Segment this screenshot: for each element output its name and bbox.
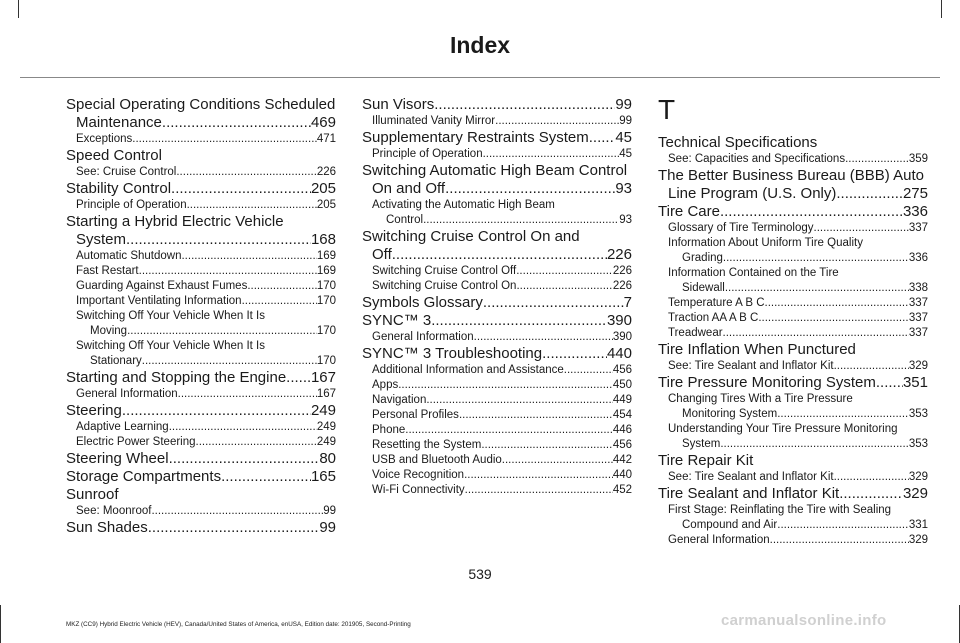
dot-leader (483, 294, 624, 312)
entry-text: Starting and Stopping the Engine (66, 369, 287, 386)
dot-leader (148, 519, 320, 537)
entry-text: Special Operating Conditions Scheduled (66, 96, 336, 113)
page-ref: 440 (606, 345, 632, 362)
index-subentry (362, 114, 632, 129)
dot-leader (720, 437, 908, 452)
index-subentry (362, 264, 632, 279)
dot-leader (176, 165, 316, 180)
dot-leader (132, 132, 317, 147)
index-entry (362, 345, 632, 363)
page-ref: 337 (908, 312, 928, 324)
entry-text: See: Cruise Control (76, 166, 177, 178)
entry-text: The Better Business Bureau (BBB) Auto (658, 167, 924, 184)
entry-text: Symbols Glossary (362, 294, 483, 311)
dot-leader (834, 470, 909, 485)
page-ref: 93 (619, 214, 632, 226)
section-letter: T (658, 94, 676, 125)
dot-leader (423, 213, 619, 228)
page-ref: 249 (310, 402, 336, 419)
index-subentry (66, 354, 336, 369)
entry-text: Phone (372, 424, 406, 436)
dot-leader (126, 231, 311, 249)
entry-text: Switching Cruise Control On (372, 280, 517, 292)
entry-text: General Information (76, 388, 178, 400)
dot-leader (483, 147, 620, 162)
index-subentry (66, 294, 336, 309)
entry-text: Steering Wheel (66, 450, 169, 467)
index-subentry (362, 453, 632, 468)
index-entry (66, 369, 336, 387)
page-ref: 93 (615, 180, 632, 197)
index-entry (66, 468, 336, 486)
dot-leader (247, 279, 316, 294)
entry-text: Information Contained on the Tire (668, 267, 839, 279)
page-ref: 7 (623, 294, 632, 311)
page-ref: 170 (316, 295, 336, 307)
page-ref: 337 (908, 222, 928, 234)
page-ref: 449 (612, 394, 632, 406)
index-subentry (658, 533, 928, 548)
page-ref: 226 (606, 246, 632, 263)
dot-leader (127, 324, 317, 339)
index-subentry (362, 468, 632, 483)
dot-leader (876, 374, 903, 392)
entry-text: Maintenance (76, 114, 162, 131)
entry-text: Tire Sealant and Inflator Kit (658, 485, 840, 502)
dot-leader (839, 485, 903, 503)
dot-leader (405, 423, 613, 438)
dot-leader (139, 264, 317, 279)
dot-leader (845, 152, 909, 167)
dot-leader (564, 363, 613, 378)
footer-text: MKZ (CC9) Hybrid Electric Vehicle (HEV), Canada/United States of America, enUSA, Edition date: 201905, Second-Printing (66, 621, 411, 628)
entry-text: Resetting the System (372, 439, 482, 451)
index-entry (362, 294, 632, 312)
index-entry (66, 231, 336, 249)
page-ref: 99 (323, 505, 336, 517)
entry-text: Sun Shades (66, 519, 148, 536)
index-entry (66, 180, 336, 198)
index-subentry (66, 435, 336, 450)
entry-text: Temperature A B C (668, 297, 765, 309)
entry-text: Compound and Air (682, 519, 778, 531)
page-ref: 45 (619, 148, 632, 160)
entry-text: Navigation (372, 394, 427, 406)
page-ref: 450 (612, 379, 632, 391)
dot-leader (181, 249, 316, 264)
index-subentry (658, 392, 928, 407)
index-subentry (66, 132, 336, 147)
entry-text: Starting a Hybrid Electric Vehicle (66, 213, 284, 230)
page-ref: 226 (612, 265, 632, 277)
index-entry (66, 519, 336, 537)
entry-text: Voice Recognition (372, 469, 465, 481)
index-subentry (362, 438, 632, 453)
index-subentry (66, 339, 336, 354)
index-subentry (658, 296, 928, 311)
index-entry (658, 452, 928, 470)
dot-leader (765, 296, 909, 311)
index-subentry (362, 378, 632, 393)
entry-text: Principle of Operation (372, 148, 483, 160)
dot-leader (814, 221, 909, 236)
page-ref: 329 (908, 471, 928, 483)
dot-leader (171, 180, 311, 198)
page-ref: 168 (310, 231, 336, 248)
dot-leader (122, 402, 311, 420)
index-subentry (658, 503, 928, 518)
page-ref: 446 (612, 424, 632, 436)
page-title: Index (449, 32, 511, 58)
entry-text: Sun Visors (362, 96, 435, 113)
entry-text: Exceptions (76, 133, 133, 145)
page-ref: 329 (908, 534, 928, 546)
index-subentry (658, 326, 928, 341)
page-number: 539 (468, 566, 492, 582)
entry-text: Moving (90, 325, 128, 337)
dot-leader (589, 129, 616, 147)
page-ref: 452 (612, 484, 632, 496)
entry-text: Wi-Fi Connectivity (372, 484, 465, 496)
index-subentry (362, 363, 632, 378)
entry-text: See: Tire Sealant and Inflator Kit (668, 360, 834, 372)
page-ref: 337 (908, 297, 928, 309)
entry-text: Treadwear (668, 327, 723, 339)
entry-text: Off (372, 246, 392, 263)
page-ref: 99 (615, 96, 632, 113)
page-ref: 169 (316, 265, 336, 277)
page-ref: 45 (615, 129, 632, 146)
page-ref: 469 (310, 114, 336, 131)
dot-leader (459, 408, 613, 423)
page-ref: 99 (619, 115, 632, 127)
page-ref: 249 (316, 421, 336, 433)
entry-text: Illuminated Vanity Mirror (372, 115, 496, 127)
entry-text: SYNC™ 3 Troubleshooting (362, 345, 543, 362)
dot-leader (162, 114, 311, 132)
entry-text: Personal Profiles (372, 409, 459, 421)
entry-text: Glossary of Tire Terminology (668, 222, 814, 234)
index-subentry (658, 281, 928, 296)
index-entry (362, 228, 632, 246)
watermark: carmanualsonline.info (721, 612, 887, 629)
page-ref: 205 (316, 199, 336, 211)
index-entry (362, 180, 632, 198)
index-entry (658, 134, 928, 152)
index-subentry (66, 420, 336, 435)
entry-text: Switching Off Your Vehicle When It Is (76, 340, 266, 352)
dot-leader (426, 393, 612, 408)
dot-leader (723, 251, 909, 266)
page-ref: 456 (612, 439, 632, 451)
index-subentry (362, 330, 632, 345)
index-entry (658, 485, 928, 503)
page-ref: 338 (908, 282, 928, 294)
dot-leader (196, 435, 317, 450)
index-subentry (658, 518, 928, 533)
entry-text: Tire Care (658, 203, 720, 220)
entry-text: Changing Tires With a Tire Pressure (668, 393, 853, 405)
entry-text: See: Tire Sealant and Inflator Kit (668, 471, 834, 483)
dot-leader (286, 369, 311, 387)
index-subentry (66, 165, 336, 180)
page-ref: 353 (908, 408, 928, 420)
dot-leader (187, 198, 317, 213)
entry-text: See: Capacities and Specifications (668, 153, 846, 165)
entry-text: General Information (372, 331, 474, 343)
index-entry (66, 402, 336, 420)
entry-text: Line Program (U.S. Only) (668, 185, 837, 202)
page-ref: 167 (310, 369, 336, 386)
entry-text: Important Ventilating Information (76, 295, 242, 307)
dot-leader (720, 203, 903, 221)
index-subentry (66, 324, 336, 339)
entry-text: First Stage: Reinflating the Tire with Sealing (668, 504, 892, 516)
dot-leader (725, 281, 909, 296)
dot-leader (834, 359, 909, 374)
index-entry (658, 185, 928, 203)
index-subentry (658, 152, 928, 167)
index-entry (362, 312, 632, 330)
entry-text: Switching Cruise Control Off (372, 265, 517, 277)
dot-leader (169, 420, 317, 435)
dot-leader (770, 533, 909, 548)
index-subentry (362, 393, 632, 408)
dot-leader (464, 468, 613, 483)
dot-leader (542, 345, 607, 363)
entry-text: Control (386, 214, 424, 226)
index-subentry (658, 422, 928, 437)
entry-text: Automatic Shutdown (76, 250, 182, 262)
entry-text: Principle of Operation (76, 199, 187, 211)
entry-text: Technical Specifications (658, 134, 818, 151)
entry-text: Switching Off Your Vehicle When It Is (76, 310, 266, 322)
page-ref: 336 (902, 203, 928, 220)
index-subentry (362, 279, 632, 294)
dot-leader (474, 330, 613, 345)
page-ref: 165 (310, 468, 336, 485)
page-ref: 170 (316, 280, 336, 292)
page-ref: 440 (612, 469, 632, 481)
entry-text: Apps (372, 379, 399, 391)
dot-leader (495, 114, 619, 129)
page-ref: 249 (316, 436, 336, 448)
page-ref: 351 (902, 374, 928, 391)
index-subentry (658, 407, 928, 422)
index-entry (66, 147, 336, 165)
index-subentry (362, 408, 632, 423)
dot-leader (398, 378, 613, 393)
dot-leader (178, 387, 317, 402)
index-subentry (658, 437, 928, 452)
page-ref: 169 (316, 250, 336, 262)
index-entry (362, 162, 632, 180)
entry-text: Electric Power Steering (76, 436, 196, 448)
index-column-2 (362, 96, 632, 498)
crop-mark (18, 0, 19, 18)
page-ref: 99 (319, 519, 336, 536)
index-subentry (658, 266, 928, 281)
dot-leader (516, 264, 613, 279)
index-subentry (66, 279, 336, 294)
entry-text: Switching Cruise Control On and (362, 228, 580, 245)
page-ref: 471 (316, 133, 336, 145)
entry-text: System (682, 438, 721, 450)
dot-leader (142, 354, 317, 369)
page-ref: 275 (902, 185, 928, 202)
entry-text: General Information (668, 534, 770, 546)
page-ref: 390 (612, 331, 632, 343)
dot-leader (465, 483, 613, 498)
entry-text: On and Off (372, 180, 446, 197)
dot-leader (481, 438, 613, 453)
entry-text: Understanding Your Tire Pressure Monitoring (668, 423, 898, 435)
index-subentry (66, 504, 336, 519)
crop-mark (941, 0, 942, 18)
index-subentry (658, 359, 928, 374)
crop-mark (0, 605, 1, 643)
page-ref: 167 (316, 388, 336, 400)
dot-leader (431, 312, 607, 330)
entry-text: Traction AA A B C (668, 312, 759, 324)
entry-text: Tire Repair Kit (658, 452, 754, 469)
entry-text: Activating the Automatic High Beam (372, 199, 555, 211)
entry-text: Grading (682, 252, 723, 264)
entry-text: Sunroof (66, 486, 119, 503)
index-entry (66, 450, 336, 468)
entry-text: USB and Bluetooth Audio (372, 454, 502, 466)
entry-text: Storage Compartments (66, 468, 222, 485)
index-subentry (658, 236, 928, 251)
page-ref: 226 (612, 280, 632, 292)
index-subentry (658, 311, 928, 326)
entry-text: Information About Uniform Tire Quality (668, 237, 863, 249)
dot-leader (516, 279, 612, 294)
page-ref: 205 (310, 180, 336, 197)
page-ref: 456 (612, 364, 632, 376)
dot-leader (151, 504, 323, 519)
dot-leader (777, 407, 909, 422)
page-ref: 170 (316, 325, 336, 337)
entry-text: Steering (66, 402, 122, 419)
dot-leader (392, 246, 607, 264)
dot-leader (169, 450, 320, 468)
index-subentry (362, 423, 632, 438)
index-subentry (66, 387, 336, 402)
entry-text: System (76, 231, 127, 248)
dot-leader (723, 326, 909, 341)
index-subentry (658, 470, 928, 485)
index-column-1 (66, 96, 336, 537)
dot-leader (434, 96, 615, 114)
page-ref: 454 (612, 409, 632, 421)
index-subentry (66, 198, 336, 213)
index-entry (658, 203, 928, 221)
index-subentry (66, 249, 336, 264)
index-subentry (66, 309, 336, 324)
page-ref: 336 (908, 252, 928, 264)
entry-text: Switching Automatic High Beam Control (362, 162, 628, 179)
index-subentry (66, 264, 336, 279)
entry-text: Additional Information and Assistance (372, 364, 564, 376)
entry-text: Monitoring System (682, 408, 778, 420)
index-entry (66, 213, 336, 231)
dot-leader (221, 468, 311, 486)
index-subentry (362, 483, 632, 498)
index-entry (66, 96, 336, 114)
index-entry (66, 486, 336, 504)
index-entry (362, 246, 632, 264)
index-entry (658, 341, 928, 359)
entry-text: Stationary (90, 355, 142, 367)
index-subentry (362, 147, 632, 162)
page-ref: 331 (908, 519, 928, 531)
dot-leader (445, 180, 615, 198)
page-ref: 329 (908, 360, 928, 372)
index-entry (658, 374, 928, 392)
page-ref: 337 (908, 327, 928, 339)
page-ref: 329 (902, 485, 928, 502)
entry-text: Stability Control (66, 180, 172, 197)
index-subentry (362, 213, 632, 228)
page-ref: 390 (606, 312, 632, 329)
entry-text: Sidewall (682, 282, 725, 294)
entry-text: Tire Pressure Monitoring System (658, 374, 876, 391)
page-ref: 226 (316, 166, 336, 178)
entry-text: See: Moonroof (76, 505, 152, 517)
page-ref: 80 (319, 450, 336, 467)
entry-text: Tire Inflation When Punctured (658, 341, 856, 358)
header-divider (20, 77, 940, 78)
entry-text: Guarding Against Exhaust Fumes (76, 280, 248, 292)
dot-leader (777, 518, 909, 533)
index-entry (362, 96, 632, 114)
page-ref: 359 (908, 153, 928, 165)
entry-text: SYNC™ 3 (362, 312, 432, 329)
entry-text: Speed Control (66, 147, 162, 164)
page-ref: 353 (908, 438, 928, 450)
page-ref: 170 (316, 355, 336, 367)
index-entry (658, 167, 928, 185)
index-column-3 (658, 96, 928, 548)
entry-text: Adaptive Learning (76, 421, 169, 433)
dot-leader (836, 185, 903, 203)
dot-leader (502, 453, 613, 468)
index-entry (66, 114, 336, 132)
dot-leader (242, 294, 317, 309)
entry-text: Fast Restart (76, 265, 139, 277)
index-entry (362, 129, 632, 147)
index-subentry (658, 221, 928, 236)
index-subentry (362, 198, 632, 213)
dot-leader (758, 311, 908, 326)
index-subentry (658, 251, 928, 266)
page-ref: 442 (612, 454, 632, 466)
entry-text: Supplementary Restraints System (362, 129, 589, 146)
